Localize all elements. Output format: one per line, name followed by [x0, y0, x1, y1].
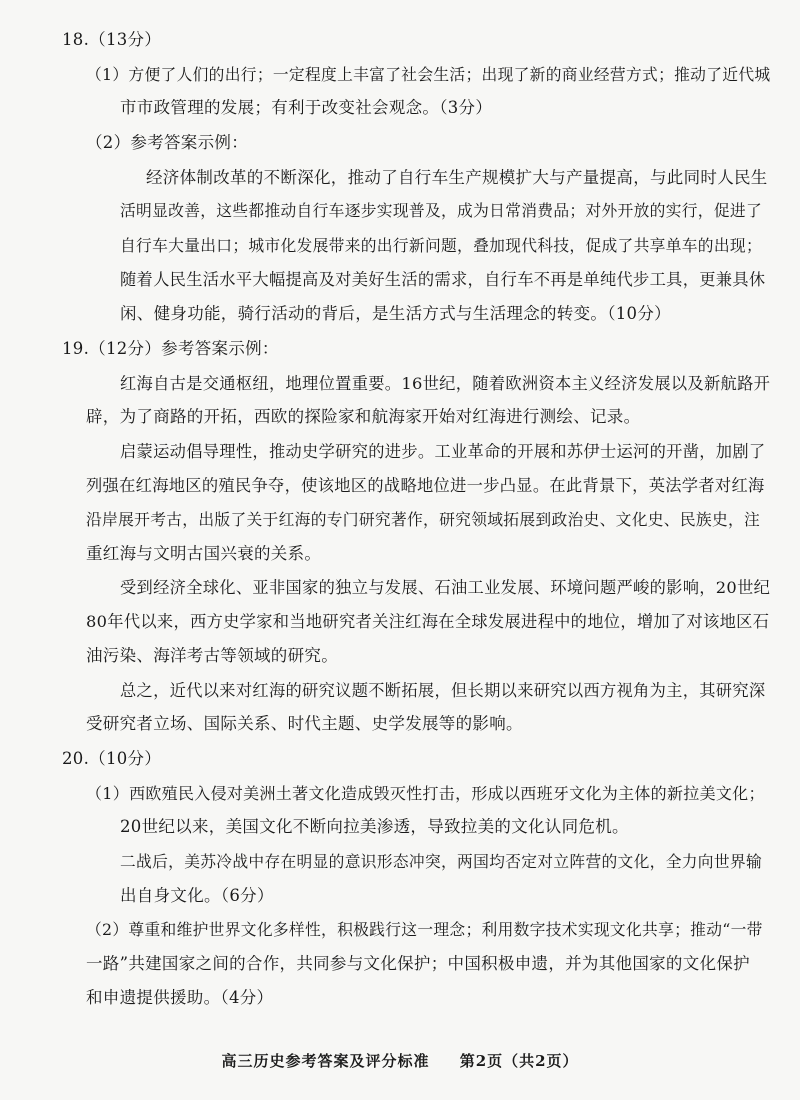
q18-part2-label: （2）参考答案示例： [86, 133, 248, 152]
q19-para1-line-2: 辟，为了商路的开拓，西欧的探险家和航海家开始对红海进行测绘、记录。 [86, 407, 641, 426]
q19-para4-line-1: 总之，近代以来对红海的研究议题不断拓展，但长期以来研究以西方视角为主，其研究深 [120, 681, 766, 700]
q18-part2-line-3: 自行车大量出口；城市化发展带来的出行新问题，叠加现代科技，促成了共享单车的出现； [120, 236, 762, 255]
q19-para2-line-4: 重红海与文明古国兴衰的关系。 [86, 544, 322, 563]
q20-part2-line-1: （2）尊重和维护世界文化多样性，积极践行这一理念；利用数字技术实现文化共享；推动“一带 [86, 920, 763, 939]
q19-para2-line-2: 列强在红海地区的殖民争夺，使该地区的战略地位进一步凸显。在此背景下，英法学者对红海 [86, 476, 765, 495]
footer-page-number: 第2页（共2页） [459, 1052, 579, 1070]
q18-part1-line-2: 市市政管理的发展；有利于改变社会观念。（3分） [120, 98, 493, 117]
q18-part2-line-5: 闲、健身功能，骑行活动的背后，是生活方式与生活理念的转变。（10分） [120, 304, 671, 323]
q20-part1-line-1: （1）西欧殖民入侵对美洲土著文化造成毁灭性打击，形成以西班牙文化为主体的新拉美文化； [86, 784, 765, 803]
q20-part2-line-3: 和申遗提供援助。（4分） [86, 988, 274, 1007]
q18-part1-line-1: （1）方便了人们的出行；一定程度上丰富了社会生活；出现了新的商业经营方式；推动了近代城 [86, 65, 771, 84]
q19-para2-line-3: 沿岸展开考古，出版了关于红海的专门研究著作，研究领域拓展到政治史、文化史、民族史，注 [86, 510, 761, 529]
q19-para4-line-2: 受研究者立场、国际关系、时代主题、史学发展等的影响。 [86, 714, 523, 733]
q18-part2-line-1: 经济体制改革的不断深化，推动了自行车生产规模扩大与产量提高，与此同时人民生 [146, 168, 768, 187]
q18-part2-line-4: 随着人民生活水平大幅提高及对美好生活的需求，自行车不再是单纯代步工具，更兼具休 [120, 270, 766, 289]
q19-para3-line-1: 受到经济全球化、亚非国家的独立与发展、石油工业发展、环境问题严峻的影响，20世纪 [120, 578, 771, 597]
q20-part1-line-2: 20世纪以来，美国文化不断向拉美渗透，导致拉美的文化认同危机。 [120, 817, 629, 836]
footer-title: 高三历史参考答案及评分标准 [221, 1052, 430, 1070]
q18-part2-line-2: 活明显改善，这些都推动自行车逐步实现普及，成为日常消费品；对外开放的实行，促进了 [120, 201, 762, 220]
q20-part1-line-4: 出自身文化。（6分） [120, 886, 274, 905]
q19-para2-line-1: 启蒙运动倡导理性，推动史学研究的进步。工业革命的开展和苏伊士运河的开凿，加剧了 [120, 442, 766, 461]
q20-header: 20.（10分） [62, 749, 162, 768]
q20-part1-line-3: 二战后，美苏冷战中存在明显的意识形态冲突，两国均否定对立阵营的文化，全力向世界输 [120, 852, 762, 871]
q18-header: 18.（13分） [62, 30, 162, 49]
q19-header: 19.（12分）参考答案示例： [62, 339, 279, 358]
page-footer [0, 1050, 800, 1071]
q19-para3-line-3: 油污染、海洋考古等领域的研究。 [86, 646, 338, 665]
q19-para3-line-2: 80年代以来，西方史学家和当地研究者关注红海在全球发展进程中的地位，增加了对该地区石 [86, 612, 770, 631]
q19-para1-line-1: 红海自古是交通枢纽，地理位置重要。16世纪，随着欧洲资本主义经济发展以及新航路开 [120, 374, 771, 393]
q20-part2-line-2: 一路”共建国家之间的合作，共同参与文化保护；中国积极申遗，并为其他国家的文化保护 [86, 954, 750, 973]
